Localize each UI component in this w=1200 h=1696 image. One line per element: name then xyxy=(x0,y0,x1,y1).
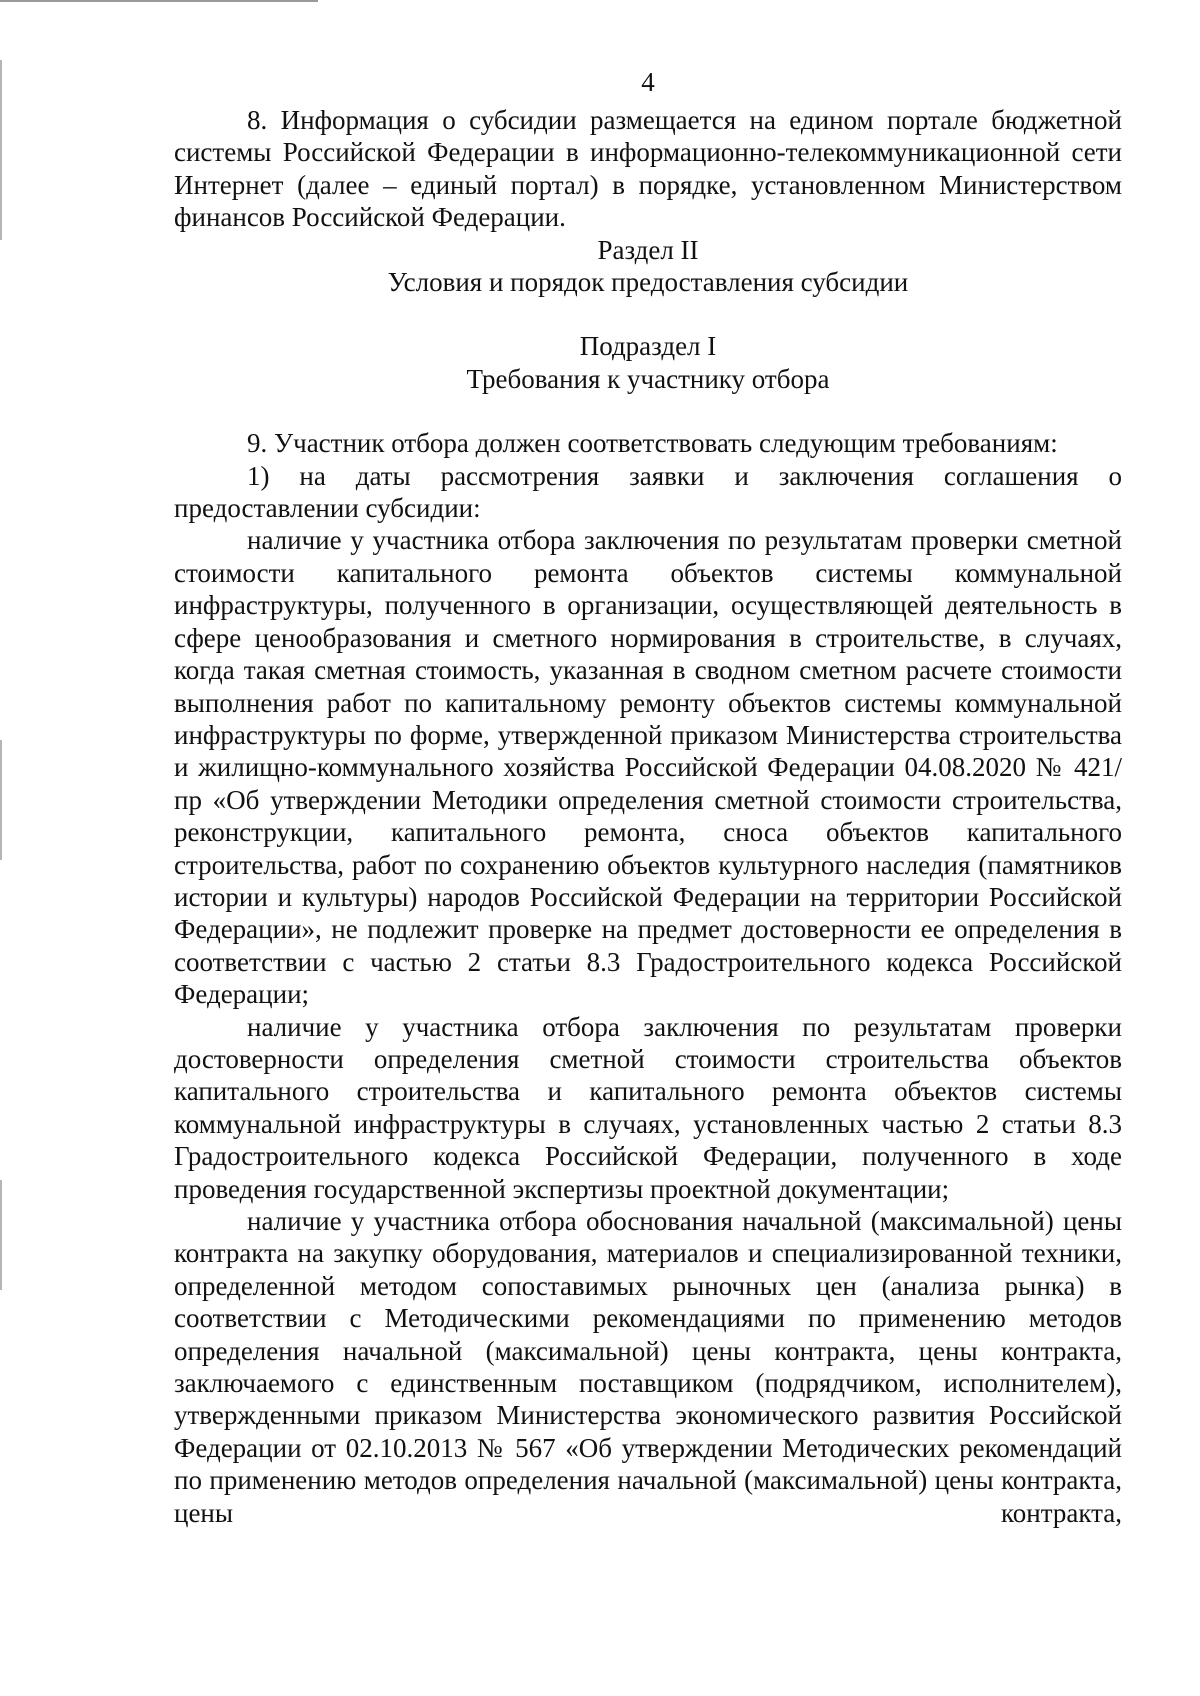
section-title: Условия и порядок предоставления субсидии xyxy=(387,267,909,298)
paragraph-9: 9. Участник отбора должен соответствовать следующим требованиям: xyxy=(247,428,1058,459)
requirement-estimate-check: наличие у участника отбора заключения по результатам проверки сметной стоимости капитального ремонта объектов системы коммунальной инфраструктуры, полученного в организации, осуществляющей деятельность в сфере ценообразования и сметного нормирования в строительстве, в случаях, когда такая сметная стоимость, указанная в сводном сметном расчете стоимости выполнения работ по капитальному ремонту объектов системы коммунальной инфраструктуры по форме, утвержденной приказом Министерства строительства и жилищно-коммунального хозяйства Российской Федерации 04.08.2020 № 421/пр «Об утверждении Методики определения сметной стоимости строительства, реконструкции, капитального ремонта, сноса объектов капитального строительства, работ по сохранению объектов культурного наследия (памятников истории и культуры) народов Российской Федерации на территории Российской Федерации», не подлежит проверке на предмет достоверности ее определения в соответствии с частью 2 статьи 8.3 Градостроительного кодекса Российской Федерации; xyxy=(174,525,1122,1010)
requirement-estimate-reliability: наличие у участника отбора заключения по результатам проверки достоверности определения сметной стоимости строительства объектов капитального строительства и капитального ремонта объектов системы коммунальной инфраструктуры в случаях, установленных частью 2 статьи 8.3 Градостроительного кодекса Российской Федерации, полученного в ходе проведения государственной экспертизы проектной документации; xyxy=(174,1011,1122,1204)
section-heading: Раздел II xyxy=(597,234,699,265)
spacer xyxy=(174,395,1122,427)
scan-edge-mark xyxy=(0,1180,2,1290)
scan-edge-mark xyxy=(0,740,2,860)
scan-top-rule xyxy=(0,0,318,2)
spacer xyxy=(174,298,1122,330)
requirement-price-justification: наличие у участника отбора обоснования начальной (максимальной) цены контракта на закупку оборудования, материалов и специализированной техники, определенной методом сопоставимых рыночных цен (анализа рынка) в соответствии с Методическими рекомендациями по применению методов определения начальной (максимальной) цены контракта, цены контракта, заключаемого с единственным поставщиком (подрядчиком, исполнителем), утвержденными приказом Министерства экономического развития Российской Федерации от 02.10.2013 № 567 «Об утверждении Методических рекомендаций по применению методов определения начальной (максимальной) цены контракта, цены контракта, xyxy=(174,1206,1122,1528)
page-number: 4 xyxy=(641,67,655,97)
subsection-title: Требования к участнику отбора xyxy=(466,363,830,394)
scan-edge-mark xyxy=(0,60,2,240)
paragraph-9-item-1: 1) на даты рассмотрения заявки и заключения соглашения о предоставлении субсидии: xyxy=(174,460,1122,524)
document-body xyxy=(174,66,1122,1529)
subsection-heading: Подраздел I xyxy=(579,331,717,362)
paragraph-8: 8. Информация о субсидии размещается на едином портале бюджетной системы Российской Федерации в информационно-телекоммуникационной сети Интернет (далее – единый портал) в порядке, установленном Министерством финансов Российской Федерации. xyxy=(174,105,1122,233)
